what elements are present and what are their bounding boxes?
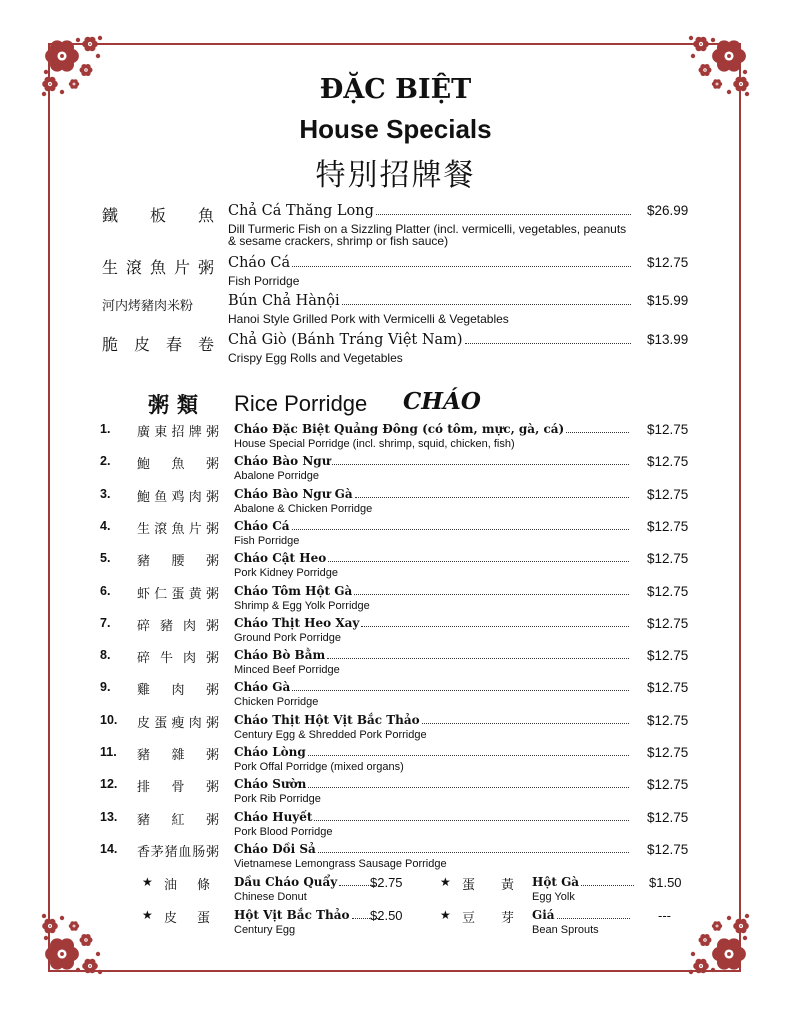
dish-name-vietnamese: Cháo Cật Heo [234, 551, 327, 566]
dish-price: $12.75 [647, 809, 689, 825]
dish-name-chinese: 碎 牛 肉 粥 [137, 651, 219, 667]
dish-price: $12.75 [647, 745, 689, 760]
dish-name-chinese: 鮑 鱼 鸡 肉 粥 [137, 489, 219, 505]
dish-name-vietnamese: Cháo Lòng [234, 745, 306, 759]
dish-price: $12.75 [647, 255, 689, 270]
porridge-item [0, 745, 791, 777]
dish-name-chinese: 豬 腰 粥 [137, 554, 219, 570]
section-title-chinese: 粥類 [148, 392, 206, 417]
extra-description: Egg Yolk [532, 891, 575, 903]
dot-leader [422, 723, 629, 724]
dish-name-chinese: 虾 仁 蛋 黄 粥 [137, 586, 219, 602]
dish-price: $12.75 [647, 648, 689, 664]
dish-description: Dill Turmeric Fish on a Sizzling Platter (incl. vermicelli, vegetables, peanuts & sesame crackers, shrimp or fish sauce) [228, 222, 627, 248]
dish-name-chinese: 豬 紅 粥 [137, 812, 219, 828]
star-icon: ★ [142, 908, 153, 922]
dish-name-vietnamese: Bún Chả Hànội [228, 293, 340, 309]
dish-description: Pork Kidney Porridge [234, 567, 338, 580]
item-number: 3. [100, 486, 111, 501]
star-icon: ★ [440, 908, 451, 922]
dish-name-chinese: 雞 肉 粥 [137, 683, 219, 699]
dish-price: $12.75 [647, 777, 689, 793]
item-number: 5. [100, 551, 111, 566]
dish-price: $26.99 [647, 203, 689, 218]
extra-item [440, 875, 690, 909]
dot-leader [292, 266, 631, 267]
extra-item [142, 875, 442, 909]
porridge-item [0, 648, 791, 680]
porridge-item [0, 616, 791, 648]
porridge-item [0, 713, 791, 745]
item-number: 2. [100, 454, 111, 469]
porridge-item [0, 422, 791, 454]
dish-name-vietnamese: Cháo Thịt Hột Vịt Bắc Thảo [234, 712, 420, 727]
extra-price: $1.50 [649, 875, 682, 890]
dot-leader [318, 852, 629, 853]
dot-leader [328, 561, 629, 562]
dish-price: $12.75 [647, 486, 689, 502]
dish-price: $12.75 [647, 841, 689, 857]
dish-price: $12.75 [647, 712, 689, 728]
dish-name-vietnamese: Chả Cá Thăng Long [228, 203, 374, 219]
porridge-item [0, 487, 791, 519]
dot-leader [361, 626, 629, 627]
dish-name-vietnamese: Cháo Cá [234, 518, 290, 533]
dish-price: $12.75 [647, 680, 689, 696]
extra-description: Bean Sprouts [532, 924, 599, 936]
dish-name-chinese: 廣 東 招 牌 粥 [137, 425, 219, 440]
section-title-vietnamese: CHÁO [403, 388, 481, 415]
dot-leader [308, 755, 629, 756]
extra-price: $2.50 [370, 908, 403, 923]
dot-leader [354, 594, 629, 595]
dot-leader [566, 432, 629, 433]
dish-name-vietnamese: Cháo Gà [234, 680, 291, 695]
dish-name-chinese: 鮑 魚 粥 [137, 457, 219, 473]
dish-name-vietnamese: Cháo Huyết [234, 809, 313, 824]
dish-name-vietnamese: Cháo Cá [228, 255, 291, 271]
dot-leader [355, 497, 629, 498]
dot-leader [332, 464, 629, 465]
dish-description: Century Egg & Shredded Pork Porridge [234, 728, 427, 741]
porridge-item [0, 454, 791, 486]
title-chinese: 特別招牌餐 [315, 158, 476, 193]
dish-description: Abalone & Chicken Porridge [234, 502, 373, 515]
porridge-item [0, 842, 791, 874]
dish-name-chinese: 排 骨 粥 [137, 780, 219, 796]
dish-name-vietnamese: Cháo Bào Ngư [234, 454, 331, 469]
dish-description: Pork Rib Porridge [234, 793, 321, 806]
dish-name-vietnamese: Cháo Thịt Heo Xay [234, 615, 360, 630]
dish-name-vietnamese: Cháo Dồi Sả [234, 841, 316, 856]
dot-leader [308, 787, 629, 788]
dish-name-vietnamese: Cháo Đặc Biệt Quảng Đông (có tôm, mực, gà, cá) [234, 422, 565, 436]
item-number: 8. [100, 648, 111, 663]
extra-name-vietnamese: Giá [532, 908, 555, 922]
dish-price: $13.99 [647, 332, 689, 347]
extra-price: --- [658, 908, 671, 923]
extra-name-chinese: 蛋 黃 [462, 878, 514, 893]
dish-name-chinese: 脆 皮 春 卷 [102, 335, 214, 354]
dish-name-chinese: 生 滾 魚 片 粥 [102, 258, 214, 277]
extra-description: Century Egg [234, 924, 296, 936]
dish-price: $12.75 [647, 551, 689, 567]
dish-description: Minced Beef Porridge [234, 664, 340, 677]
dish-description: Pork Blood Porridge [234, 825, 333, 838]
dish-description: Vietnamese Lemongrass Sausage Porridge [234, 857, 447, 870]
dot-leader [314, 820, 629, 821]
title-english: House Specials [299, 114, 492, 144]
star-icon: ★ [440, 875, 451, 889]
dot-leader [292, 690, 629, 691]
dish-price: $12.75 [647, 615, 689, 631]
dish-description: Pork Offal Porridge (mixed organs) [234, 761, 404, 773]
dot-leader [557, 918, 630, 919]
extra-name-chinese: 油 條 [164, 878, 210, 893]
dish-price: $12.75 [647, 583, 689, 599]
extra-name-chinese: 豆 芽 [462, 911, 514, 926]
porridge-item [0, 680, 791, 712]
porridge-item [0, 777, 791, 809]
dish-name-chinese: 碎 豬 肉 粥 [137, 618, 219, 634]
item-number: 12. [100, 777, 118, 792]
dish-name-vietnamese: Chả Giò (Bánh Tráng Việt Nam) [228, 332, 463, 348]
dish-name-chinese: 生 滾 魚 片 粥 [137, 521, 219, 537]
extra-price: $2.75 [370, 875, 403, 890]
dot-leader [292, 529, 629, 530]
item-number: 1. [100, 422, 111, 436]
item-number: 6. [100, 583, 111, 598]
extra-name-vietnamese: Hột Vịt Bắc Thảo [234, 908, 350, 922]
porridge-item [0, 584, 791, 616]
dish-description: Fish Porridge [228, 274, 300, 288]
dot-leader [376, 214, 631, 215]
dish-description: Abalone Porridge [234, 470, 320, 483]
dish-description: Shrimp & Egg Yolk Porridge [234, 599, 370, 612]
dot-leader [342, 304, 631, 305]
item-number: 13. [100, 809, 118, 824]
dot-leader [465, 343, 631, 344]
dish-description: Chicken Porridge [234, 696, 319, 709]
item-number: 9. [100, 680, 111, 695]
extra-item [142, 908, 442, 942]
dish-name-vietnamese: Cháo Bò Bằm [234, 648, 326, 663]
dot-leader [581, 885, 634, 886]
extra-name-chinese: 皮 蛋 [164, 911, 210, 926]
item-number: 4. [100, 518, 111, 533]
title-vietnamese: ĐẶC BIỆT [319, 74, 472, 105]
dish-description: Ground Pork Porridge [234, 631, 341, 644]
item-number: 11. [100, 745, 117, 759]
dish-description: Fish Porridge [234, 534, 300, 547]
extra-name-vietnamese: Hột Gà [532, 875, 580, 889]
item-number: 7. [100, 615, 111, 630]
porridge-item [0, 519, 791, 551]
extra-name-vietnamese: Dầu Cháo Quẩy [234, 875, 338, 889]
dish-description: House Special Porridge (incl. shrimp, squid, chicken, fish) [234, 438, 515, 450]
dish-price: $12.75 [647, 422, 689, 437]
dish-description: Hanoi Style Grilled Pork with Vermicelli & Vegetables [228, 312, 509, 326]
porridge-item [0, 810, 791, 842]
section-title-english: Rice Porridge [234, 391, 368, 416]
dish-name-vietnamese: Cháo Tôm Hột Gà [234, 583, 353, 598]
star-icon: ★ [142, 875, 153, 889]
extra-description: Chinese Donut [234, 891, 307, 903]
dish-description: Crispy Egg Rolls and Vegetables [228, 351, 403, 365]
dot-leader [327, 658, 629, 659]
floral-corner-ornament-bottom-right [683, 908, 751, 976]
dish-name-chinese: 香 茅 猪 血 肠 粥 [137, 844, 219, 860]
dish-price: $12.75 [647, 518, 689, 534]
dish-name-vietnamese: Cháo Bào Ngư Gà [234, 486, 353, 501]
item-number: 14. [100, 841, 118, 856]
floral-corner-ornament-bottom-left [40, 908, 108, 976]
porridge-item [0, 551, 791, 583]
dish-name-chinese: 鐵 板 魚 [102, 206, 214, 225]
item-number: 10. [100, 712, 118, 727]
dish-name-chinese: 豬 雜 粥 [137, 748, 219, 763]
dish-name-chinese: 河内烤豬肉米粉 [102, 299, 194, 314]
dish-price: $15.99 [647, 293, 689, 308]
dish-name-chinese: 皮 蛋 瘦 肉 粥 [137, 715, 219, 731]
dish-price: $12.75 [647, 454, 689, 470]
dish-name-vietnamese: Cháo Sườn [234, 777, 307, 792]
extra-item [440, 908, 690, 942]
